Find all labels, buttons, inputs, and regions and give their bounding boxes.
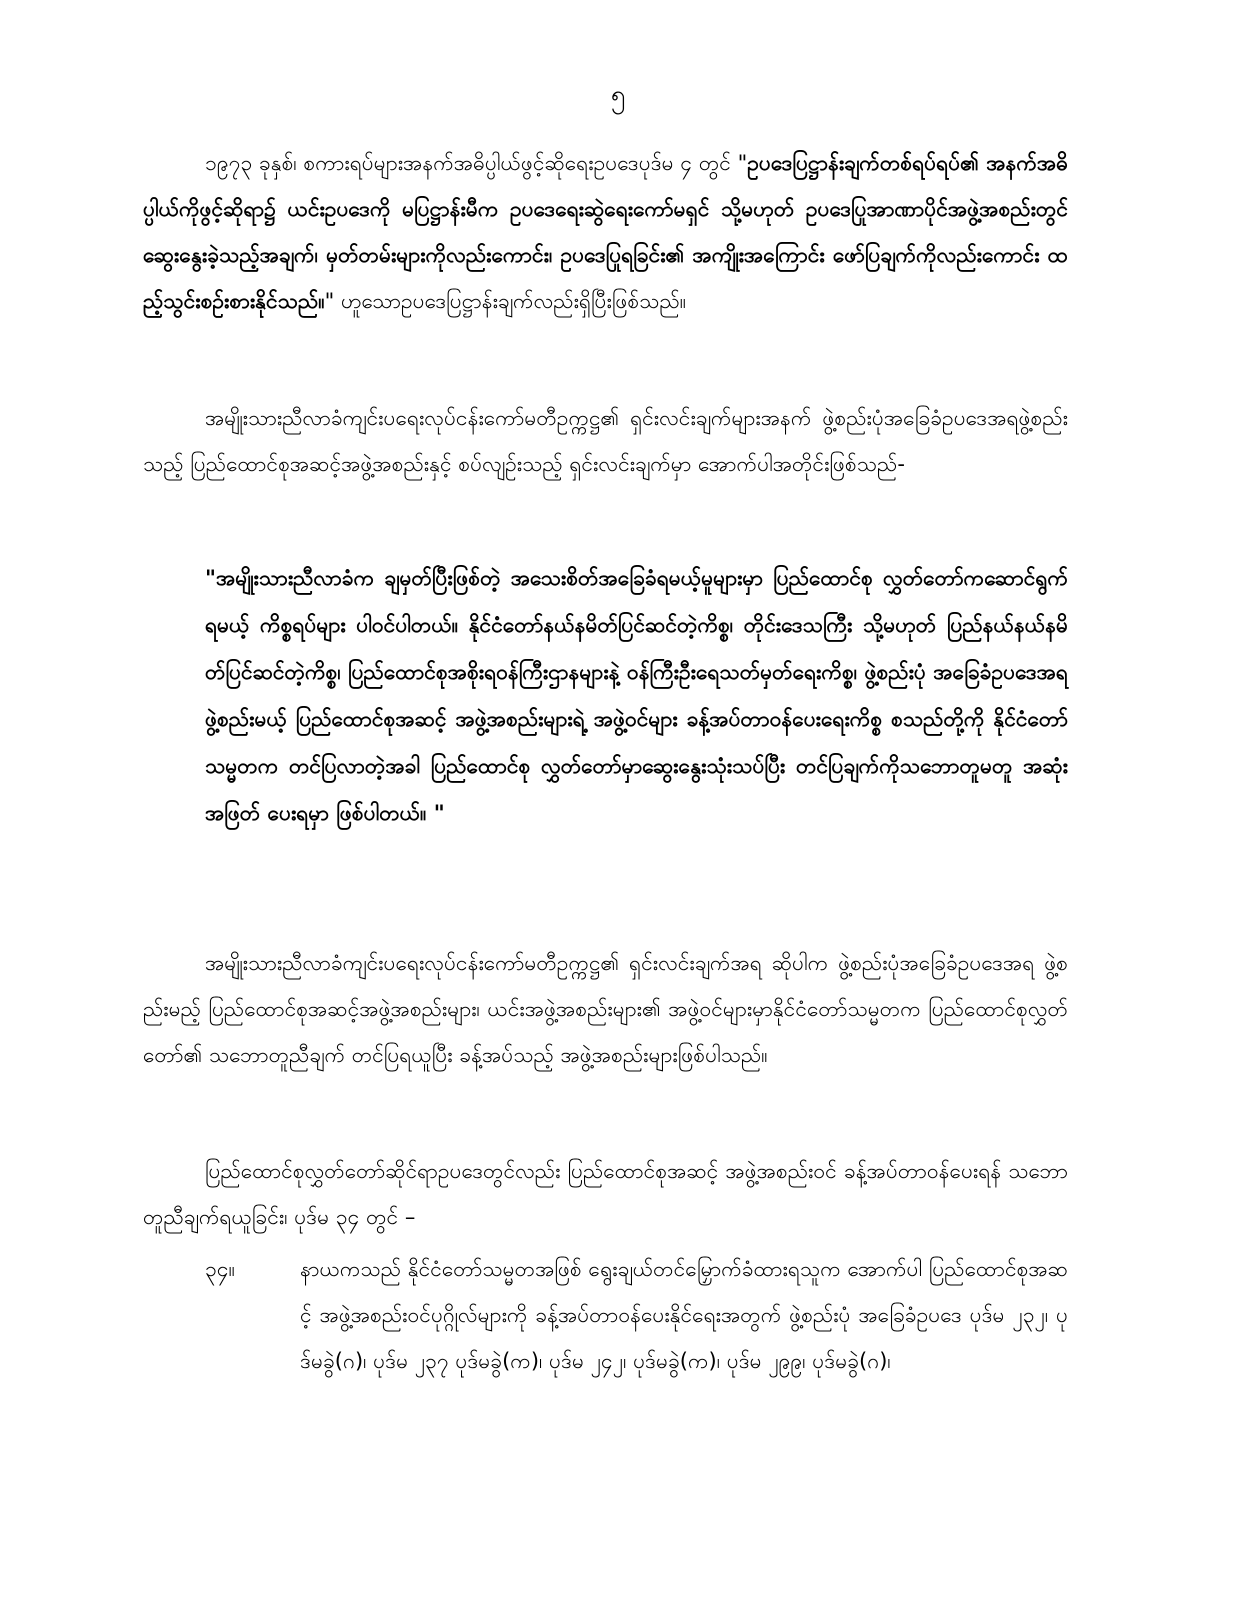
paragraph-union-level-bodies: အမျိုးသားညီလာခံကျင်းပရေးလုပ်ငန်းကော်မတီဥက္ကဋ္ဌ၏ ရှင်းလင်းချက်အရ ဆိုပါက ဖွဲ့စည်းပုံအခြေခံဥပဒေအရ ဖွဲ့စည်းမည့် ပြည်ထောင်စုအဆင့်အဖွဲ့အစည်းများ၊ ယင်းအဖွဲ့အစည်းများ၏ အဖွဲ့ဝင်များမှာနိုင်ငံတော်သမ္မတက ပြည်ထောင်စုလွှတ်တော်၏ သဘောတူညီချက် တင်ပြရယူပြီး ခန့်အပ်သည့် အဖွဲ့အစည်းများဖြစ်ပါသည်။ [143,951,1068,1067]
page-number: ၅ [610,80,626,110]
paragraph-union-parliament-law: ပြည်ထောင်စုလွှတ်တော်ဆိုင်ရာဥပဒေတွင်လည်း ပြည်ထောင်စုအဆင့် အဖွဲ့အစည်းဝင် ခန့်အပ်တာဝန်ပေးရန် သဘောတူညီချက်ရယူခြင်း၊ ပုဒ်မ ၃၄ တွင် – [143,1159,1068,1229]
article-number: ၃၄။ [205,1257,235,1281]
block-quote-chairman: "အမျိုးသားညီလာခံက ချမှတ်ပြီးဖြစ်တဲ့ အသေးစိတ်အခြေခံရမယ့်မူများမှာ ပြည်ထောင်စု လွှတ်တော်ကဆောင်ရွက်ရမယ့် ကိစ္စရပ်များ ပါဝင်ပါတယ်။ နိုင်ငံတော်နယ်နမိတ်ပြင်ဆင်တဲ့ကိစ္စ၊ တိုင်းဒေသကြီး သို့မဟုတ် ပြည်နယ်နယ်နမိတ်ပြင်ဆင်တဲ့ကိစ္စ၊ ပြည်ထောင်စုအစိုးရဝန်ကြီးဌာနများနဲ့ ဝန်ကြီးဦးရေသတ်မှတ်ရေးကိစ္စ၊ ဖွဲ့စည်းပုံ အခြေခံဥပဒေအရဖွဲ့စည်းမယ့် ပြည်ထောင်စုအဆင့် အဖွဲ့အစည်းများရဲ့ အဖွဲ့ဝင်များ ခန့်အပ်တာဝန်ပေးရေးကိစ္စ စသည်တို့ကို နိုင်ငံတော်သမ္မတက တင်ပြလာတဲ့အခါ ပြည်ထောင်စု လွှတ်တော်မှာဆွေးနွေးသုံးသပ်ပြီး တင်ပြချက်ကိုသဘောတူမတူ အဆုံးအဖြတ် ပေးရမှာ ဖြစ်ပါတယ်။ " [205,566,1068,825]
paragraph-bold-quote: ဥပဒေပြဋ္ဌာန်းချက်တစ်ရပ်ရပ်၏ အနက်အဓိပ္ပါယ်ကိုဖွင့်ဆိုရာ၌ ယင်းဥပဒေကို မပြဋ္ဌာန်းမီက ဥပဒေရေးဆွဲရေးကော်မရှင် သို့မဟုတ် ဥပဒေပြုအာဏာပိုင်အဖွဲ့အစည်းတွင် ဆွေးနွေးခဲ့သည့်အချက်၊ မှတ်တမ်းများကိုလည်းကောင်း၊ ဥပဒေပြုရခြင်း၏ အကျိုးအကြောင်း ဖော်ပြချက်ကိုလည်းကောင်း ထည့်သွင်းစဉ်းစားနိုင်သည်။ [143,151,1068,313]
paragraph-lead-text: ၁၉၇၃ ခုနှစ်၊ စကားရပ်များအနက်အဓိပ္ပါယ်ဖွင့်ဆိုရေးဥပဒေပုဒ်မ ၄ တွင် " [205,151,748,175]
paragraph-tail-text: " ဟူသောဥပဒေပြဋ္ဌာန်းချက်လည်းရှိပြီးဖြစ်သည်။ [324,289,687,313]
paragraph-interpretation-law [143,140,1068,324]
article-text: နာယကသည် နိုင်ငံတော်သမ္မတအဖြစ် ရွေးချယ်တင်မြှောက်ခံထားရသူက အောက်ပါ ပြည်ထောင်စုအဆင့် အဖွဲ့အစည်းဝင်ပုဂ္ဂိုလ်များကို ခန့်အပ်တာဝန်ပေးနိုင်ရေးအတွက် ဖွဲ့စည်းပုံ အခြေခံဥပဒေ ပုဒ်မ ၂၃၂၊ ပုဒ်မခွဲ(ဂ)၊ ပုဒ်မ ၂၃၇ ပုဒ်မခွဲ(က)၊ ပုဒ်မ ၂၄၂၊ ပုဒ်မခွဲ(က)၊ ပုဒ်မ ၂၉၉၊ ပုဒ်မခွဲ(ဂ)၊ [300,1257,1068,1373]
paragraph-chairman-explanation: အမျိုးသားညီလာခံကျင်းပရေးလုပ်ငန်းကော်မတီဥက္ကဋ္ဌ၏ ရှင်းလင်းချက်များအနက် ဖွဲ့စည်းပုံအခြေခံဥပဒေအရဖွဲ့စည်းသည့် ပြည်ထောင်စုအဆင့်အဖွဲ့အစည်းနှင့် စပ်လျဉ်းသည့် ရှင်းလင်းချက်မှာ အောက်ပါအတိုင်းဖြစ်သည်- [143,406,1068,476]
